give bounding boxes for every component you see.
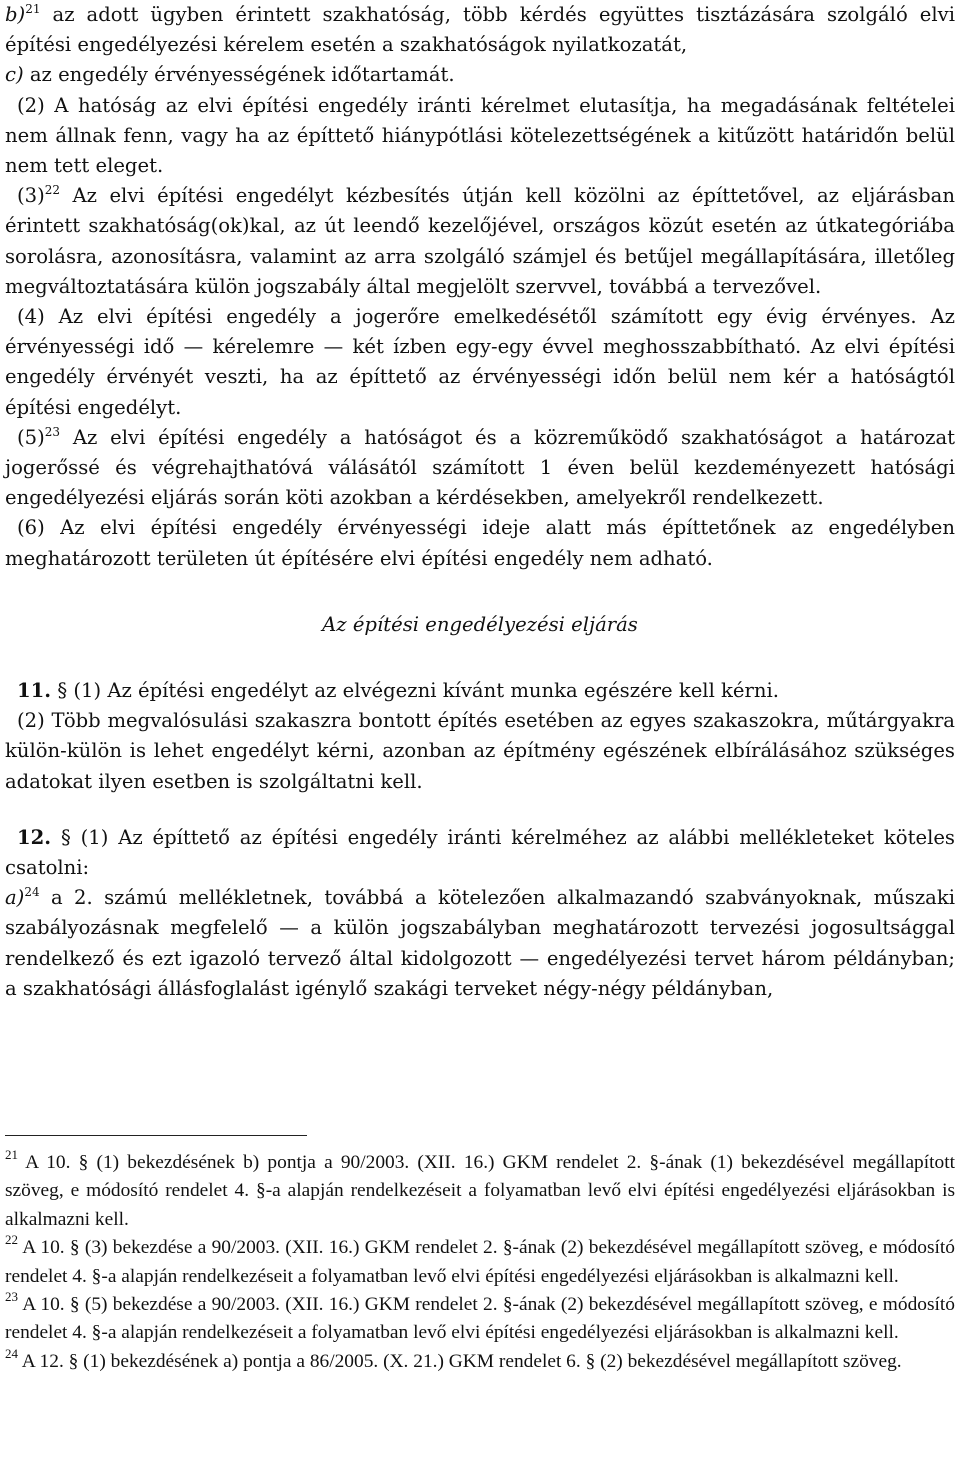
paragraph-b-text: az adott ügyben érintett szakhatóság, több kérdés együttes tisztázására szolgáló elvi építési engedélyezési kérelem esetén a szakhatóságok nyilatkozatát, [5, 3, 955, 57]
section-12-paragraph-1 [5, 823, 955, 883]
list-marker-a: a) [5, 886, 25, 910]
section-11-paragraph-2: (2) Több megvalósulási szakaszra bontott építés esetében az egyes szakaszokra, műtárgyakra külön-külön is lehet engedélyt kérni, azonban az építmény egészének elbírálásához szükséges adatokat ilyen esetben is szolgáltatni kell. [5, 709, 955, 793]
footnote-number: 23 [5, 1289, 18, 1305]
paragraph-5-number: (5) [17, 425, 45, 449]
section-11-number: 11. [17, 679, 52, 703]
paragraph-5 [5, 423, 955, 514]
section-12-point-a [5, 883, 955, 1004]
section-12-point-a-text: a 2. számú mellékletnek, továbbá a kötelezően alkalmazandó szabványoknak, műszaki szabályozásnak megfelelő — a külön jogszabályban meghatározott tervezési jogosultsággal rendelkező és ezt igazoló tervező által kidolgozott — engedélyezési tervet három példányban; a szakhatósági állásfoglalást igénylő szakági terveket négy-négy példányban, [5, 886, 955, 1000]
section-12-number: 12. [17, 825, 52, 849]
footnote-number: 24 [5, 1345, 18, 1361]
footnote-text: A 10. § (1) bekezdésének b) pontja a 90/2003. (XII. 16.) GKM rendelet 2. §-ának (1) bekezdésével megállapított szöveg, e módosító rendelet 4. §-a alapján rendelkezéseit a folyamatban levő elvi építési engedélyezési eljárásokban is alkalmazni kell. [5, 1152, 955, 1230]
spacer [5, 640, 955, 676]
paragraph-2: (2) A hatóság az elvi építési engedély iránti kérelmet elutasítja, ha megadásának feltételei nem állnak fenn, vagy ha az építtető hiánypótlási kötelezettségének a kitűzött határidőn belül nem tett eleget. [5, 93, 955, 178]
footnote-text: A 10. § (3) bekezdése a 90/2003. (XII. 16.) GKM rendelet 2. §-ának (2) bekezdésével megállapított szöveg, e módosító rendelet 4. §-a alapján rendelkezéseit a folyamatban levő elvi építési engedélyezési eljárásokban is alkalmazni kell. [5, 1237, 955, 1287]
section-heading: Az építési engedélyezési eljárás [322, 612, 638, 636]
section-11-paragraph-1 [5, 676, 955, 706]
footnote-ref-21[interactable]: 21 [25, 2, 41, 16]
paragraph-c-text: az engedély érvényességének időtartamát. [23, 63, 455, 87]
paragraph-4: (4) Az elvi építési engedély a jogerőre emelkedésétől számított egy évig érvényes. Az érvényességi idő — kérelemre — két ízben egy-egy évvel meghosszabbítható. Az elvi építési engedély érvényét veszti, ha az építtető az érvényességi időn belül nem kér a hatóságtól építési engedélyt. [5, 305, 955, 419]
paragraph-5-text: Az elvi építési engedély a hatóságot és a közreműködő szakhatóságot a határozat jogerőssé és végrehajthatóvá válásától számított 1 éven belül kezdeményezett hatósági engedélyezési eljárás során köti azokban a kérdésekben, amelyekről rendelkezett. [5, 425, 955, 510]
footnote-separator [5, 1135, 307, 1136]
footnote [5, 1345, 955, 1376]
footnote [5, 1149, 955, 1234]
footnote-number: 21 [5, 1147, 18, 1162]
footnotes [5, 1149, 955, 1376]
footnote-text: A 12. § (1) bekezdésének a) pontja a 86/2005. (X. 21.) GKM rendelet 6. § (2) bekezdésével megállapított szöveg. [18, 1350, 902, 1372]
section-11-paragraph-1-text: § (1) Az építési engedélyt az elvégezni kívánt munka egészére kell kérni. [51, 679, 780, 703]
paragraph-b [5, 0, 955, 60]
section-12-paragraph-1-text: § (1) Az építtető az építési engedély iránti kérelméhez az alábbi mellékleteket köteles csatolni: [5, 825, 955, 880]
spacer [5, 574, 955, 610]
list-marker-c: c) [5, 63, 24, 87]
footnote-text: A 10. § (5) bekezdése a 90/2003. (XII. 16.) GKM rendelet 2. §-ának (2) bekezdésével megállapított szöveg, e módosító rendelet 4. §-a alapján rendelkezéseit a folyamatban levő elvi építési engedélyezési eljárásokban is alkalmazni kell. [5, 1294, 955, 1344]
footnote-ref-22[interactable]: 22 [44, 183, 61, 198]
paragraph-3-number: (3) [17, 184, 45, 208]
paragraph-c [5, 60, 955, 90]
paragraph-6: (6) Az elvi építési engedély érvényességi ideje alatt más építtetőnek az engedélyben meghatározott területen út építésére elvi építési engedély nem adható. [5, 516, 955, 570]
document-page [5, 0, 955, 1004]
footnote-number: 22 [5, 1232, 18, 1248]
list-marker-b: b) [5, 3, 26, 26]
footnote-ref-23[interactable]: 23 [44, 424, 61, 439]
footnote-ref-24[interactable]: 24 [24, 885, 40, 900]
footnote [5, 1234, 955, 1291]
footnote [5, 1291, 955, 1348]
paragraph-3 [5, 181, 955, 302]
paragraph-3-text: Az elvi építési engedélyt kézbesítés útján kell közölni az építtetővel, az eljárásban érintett szakhatóság(ok)kal, az út leendő kezelőjével, országos közút esetén az útkategóriába sorolásra, azonosításra, valamint az arra szolgáló számjel és betűjel megállapítására, illetőleg megváltoztatására külön jogszabály által megjelölt szervvel, továbbá a tervezővel. [5, 184, 955, 298]
spacer [5, 797, 955, 823]
